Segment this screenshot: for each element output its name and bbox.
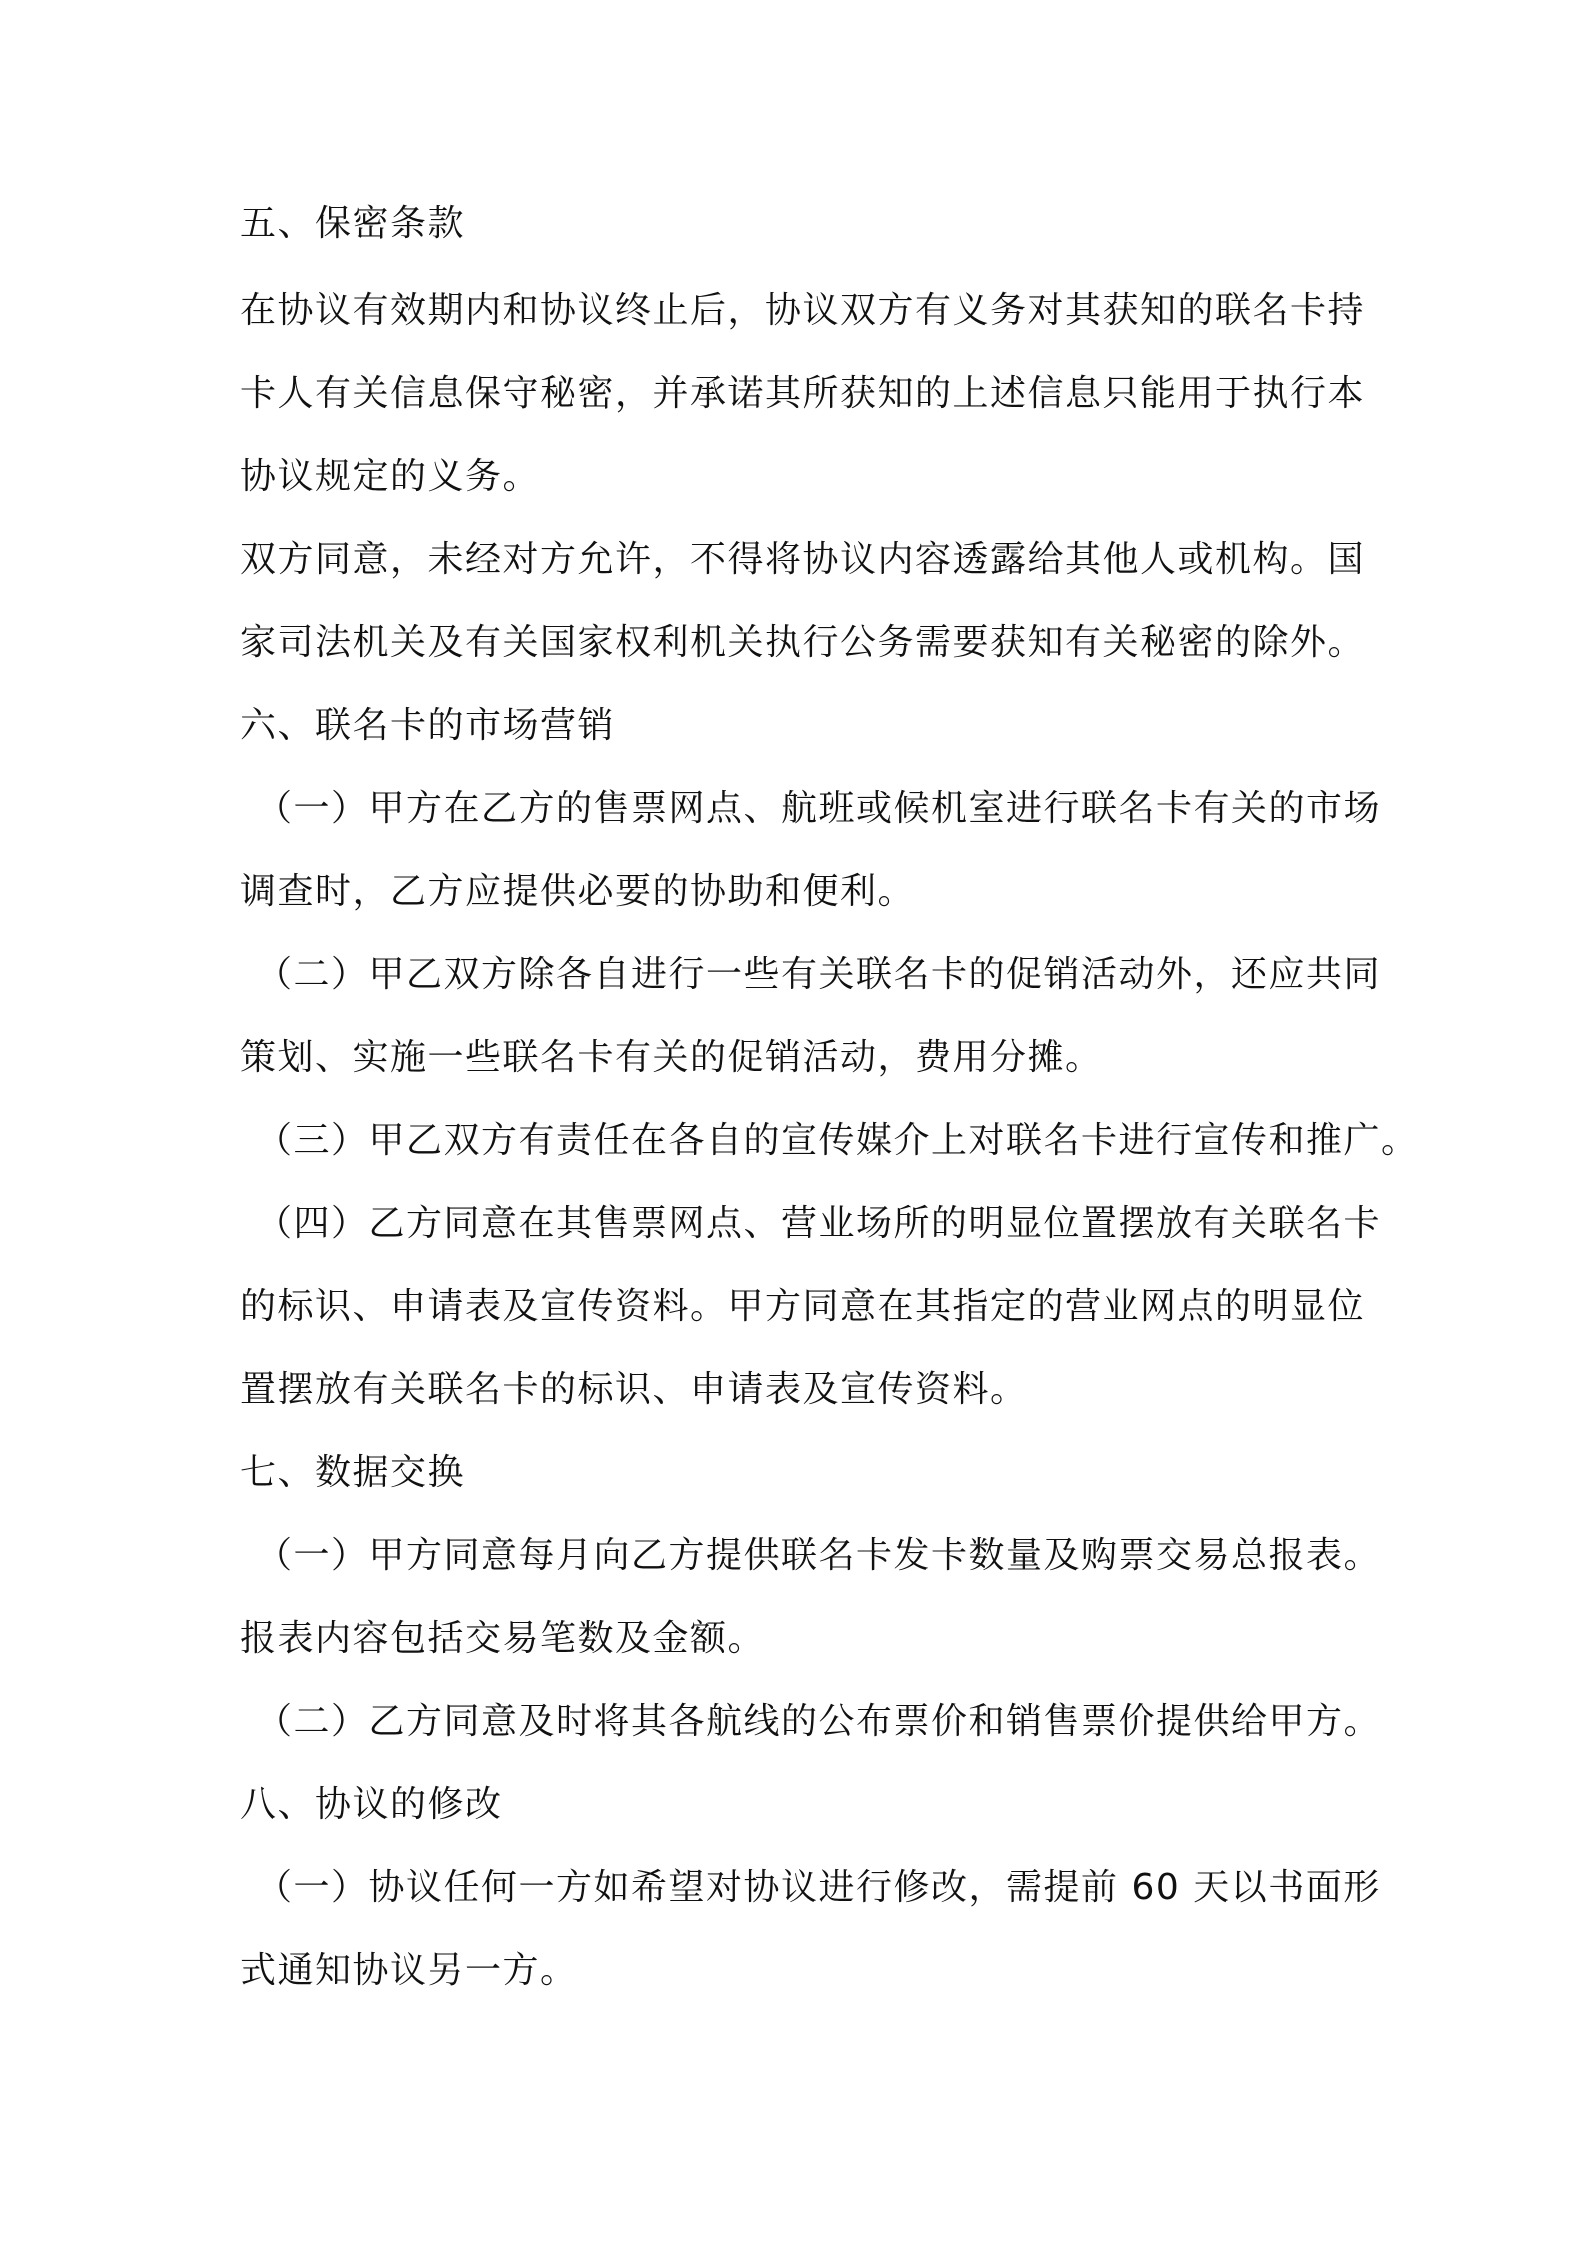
clause-line: 调查时，乙方应提供必要的协助和便利。 [240,871,916,912]
section-heading-amendment: 八、协议的修改 [240,1784,503,1825]
paragraph-line: 卡人有关信息保守秘密，并承诺其所获知的上述信息只能用于执行本 [240,373,1366,414]
clause-line: （三）甲乙双方有责任在各自的宣传媒介上对联名卡进行宣传和推广。 [256,1120,1419,1161]
clause-line: 式通知协议另一方。 [240,1950,578,1991]
clause-line: （一）甲方同意每月向乙方提供联名卡发卡数量及购票交易总报表。 [256,1535,1382,1576]
clause-line: （二）乙方同意及时将其各航线的公布票价和销售票价提供给甲方。 [256,1701,1382,1742]
paragraph-line: 双方同意，未经对方允许，不得将协议内容透露给其他人或机构。国 [240,539,1366,580]
clause-line: （四）乙方同意在其售票网点、营业场所的明显位置摆放有关联名卡 [256,1203,1382,1244]
paragraph-line: 在协议有效期内和协议终止后，协议双方有义务对其获知的联名卡持 [240,290,1366,331]
clause-line: 置摆放有关联名卡的标识、申请表及宣传资料。 [240,1369,1028,1410]
paragraph-line: 家司法机关及有关国家权利机关执行公务需要获知有关秘密的除外。 [240,622,1366,663]
clause-line: （二）甲乙双方除各自进行一些有关联名卡的促销活动外，还应共同 [256,954,1382,995]
clause-line: （一）协议任何一方如希望对协议进行修改，需提前 60 天以书面形 [256,1867,1381,1908]
paragraph-line: 协议规定的义务。 [240,456,541,497]
section-heading-confidentiality: 五、保密条款 [240,203,466,244]
clause-line: 报表内容包括交易笔数及金额。 [240,1618,766,1659]
clause-line: 策划、实施一些联名卡有关的促销活动，费用分摊。 [240,1037,1103,1078]
section-heading-data-exchange: 七、数据交换 [240,1452,466,1493]
clause-line: （一）甲方在乙方的售票网点、航班或候机室进行联名卡有关的市场 [256,788,1382,829]
section-heading-marketing: 六、联名卡的市场营销 [240,705,616,746]
clause-line: 的标识、申请表及宣传资料。甲方同意在其指定的营业网点的明显位 [240,1286,1366,1327]
